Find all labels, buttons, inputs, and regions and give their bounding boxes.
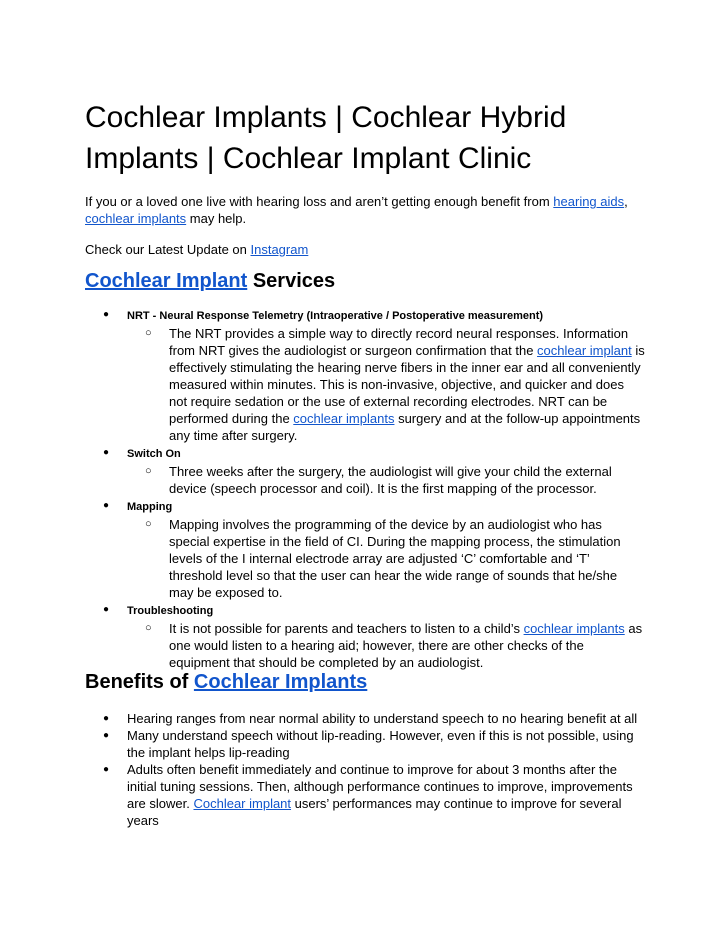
services-heading xyxy=(85,268,335,294)
intro-paragraph xyxy=(85,193,645,227)
latest-update-paragraph xyxy=(85,241,645,258)
benefits-list xyxy=(85,710,645,829)
list-item xyxy=(85,497,645,601)
list-item xyxy=(85,306,645,444)
services-heading-text: Services xyxy=(247,270,336,292)
troubleshooting-text-1: It is not possible for parents and teachers to listen to a child’s xyxy=(169,621,524,636)
switch-on-text: Three weeks after the surgery, the audiologist will give your child the external device (speech processor and coil). It is the first mapping of the processor. xyxy=(169,464,612,496)
intro-text-1: If you or a loved one live with hearing loss and aren’t getting enough benefit from xyxy=(85,194,554,209)
page-title: Cochlear Implants | Cochlear Hybrid Implants | Cochlear Implant Clinic xyxy=(85,101,567,175)
mapping-text: Mapping involves the programming of the device by an audiologist who has special expertise in the field of CI. During the mapping process, the stimulation levels of the I internal electrode array are adjusted ‘C’ comfortable and ‘T’ threshold level so that the user can hear the wide range of sounds that he/she may be exposed to. xyxy=(169,517,621,600)
cochlear-implants-link[interactable]: cochlear implants xyxy=(85,211,187,226)
list-item xyxy=(85,601,645,671)
list-item xyxy=(85,444,645,497)
benefits-heading xyxy=(85,669,367,695)
intro-text-3: may help. xyxy=(186,211,247,226)
service-title-troubleshooting: Troubleshooting xyxy=(127,605,214,617)
benefit-text-1: Adults often benefit immediately and continue to improve for about 3 months after the initial tuning sessions. Then, although performance continues to improve, improvements are slower. xyxy=(127,762,633,811)
services-list xyxy=(85,306,645,671)
benefit-text: Many understand speech without lip-reading. However, even if this is not possible, using the implant helps lip-reading xyxy=(127,728,634,760)
cochlear-implants-link[interactable]: cochlear implants xyxy=(523,621,625,636)
sub-list-item xyxy=(127,516,645,601)
benefits-heading-text: Benefits of xyxy=(85,671,194,693)
benefit-text: Hearing ranges from near normal ability to understand speech to no hearing benefit at all xyxy=(127,711,638,726)
list-item xyxy=(85,710,645,727)
service-title-switch-on: Switch On xyxy=(127,448,181,460)
services-heading-link[interactable]: Cochlear Implant xyxy=(85,270,248,292)
intro-text-2: , xyxy=(624,194,628,209)
sub-list xyxy=(127,325,645,444)
sub-list xyxy=(127,463,645,497)
cochlear-implant-link[interactable]: cochlear implant xyxy=(537,343,632,358)
cochlear-implant-link[interactable]: Cochlear implant xyxy=(193,796,292,811)
latest-update-text: Check our Latest Update on xyxy=(85,242,251,257)
hearing-aids-link[interactable]: hearing aids xyxy=(553,194,625,209)
service-title-nrt: NRT - Neural Response Telemetry (Intraoperative / Postoperative measurement) xyxy=(127,310,544,322)
nrt-text-3: surgery and at the follow-up appointments any time after surgery. xyxy=(169,411,641,443)
benefits-heading-link[interactable]: Cochlear Implants xyxy=(193,671,368,693)
sub-list-item xyxy=(127,325,645,444)
list-item xyxy=(85,761,645,829)
list-item xyxy=(85,727,645,761)
nrt-text-2: is effectively stimulating the hearing nerve fibers in the inner ear and all conveniently measured within minutes. This is non-invasive, objective, and quicker and does not require sedation or the use of external recording electrodes. NRT can be performed during the xyxy=(169,343,645,426)
service-title-mapping: Mapping xyxy=(127,501,173,513)
sub-list-item xyxy=(127,620,645,671)
sub-list xyxy=(127,516,645,601)
cochlear-implants-link[interactable]: cochlear implants xyxy=(293,411,395,426)
sub-list-item xyxy=(127,463,645,497)
troubleshooting-text-2: as one would listen to a hearing aid; however, there are other checks of the equipment that should be completed by an audiologist. xyxy=(169,621,643,670)
nrt-text-1: The NRT provides a simple way to directly record neural responses. Information from NRT gives the audiologist or surgeon confirmation that the xyxy=(169,326,629,358)
sub-list xyxy=(127,620,645,671)
benefit-text-2: users’ performances may continue to improve for several years xyxy=(127,796,622,828)
instagram-link[interactable]: Instagram xyxy=(250,242,309,257)
